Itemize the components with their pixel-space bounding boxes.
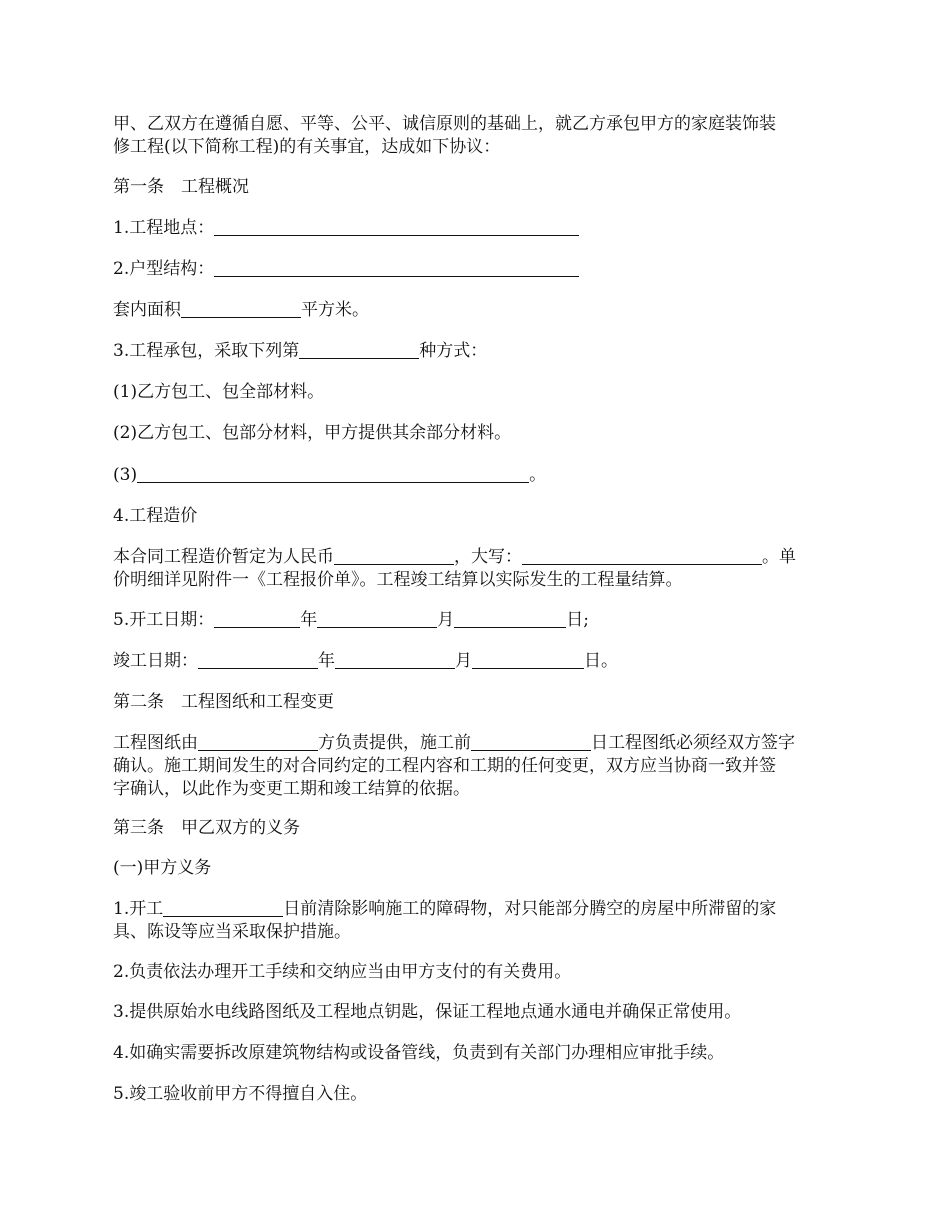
area-blank xyxy=(181,299,301,318)
start-day-label: 日; xyxy=(566,610,589,630)
price-words-blank xyxy=(522,546,762,565)
layout-line xyxy=(113,258,838,281)
option-3-suffix: 。 xyxy=(529,465,547,485)
start-date-label: 5.开工日期： xyxy=(113,610,215,630)
layout-label: 2.户型结构： xyxy=(113,259,215,279)
drawings-days-blank xyxy=(471,732,591,751)
duty-1-prefix: 1.开工 xyxy=(113,899,164,919)
duty-1-suffix: 日前清除影响施工的障碍物，对只能部分腾空的房屋中所滞留的家 xyxy=(283,899,777,919)
duty-1-line-2: 具、陈设等应当采取保护措施。 xyxy=(113,922,351,942)
finish-year-label: 年 xyxy=(318,651,335,671)
duty-4: 4.如确实需要拆改原建筑物结构或设备管线，负责到有关部门办理相应审批手续。 xyxy=(113,1043,725,1063)
contract-mode-blank xyxy=(299,340,419,359)
article-1-heading: 第一条 工程概况 xyxy=(113,177,249,197)
price-prefix: 本合同工程造价暂定为人民币 xyxy=(113,547,334,567)
duty-1-paragraph xyxy=(113,898,838,944)
finish-month-label: 月 xyxy=(455,651,472,671)
drawings-line-2: 确认。施工期间发生的对合同约定的工程内容和工期的任何变更，双方应当协商一致并签 xyxy=(113,756,776,776)
price-mid: ，大写： xyxy=(454,547,522,567)
price-suffix: 。单 xyxy=(762,547,796,567)
option-2: (2)乙方包工、包部分材料，甲方提供其余部分材料。 xyxy=(113,423,512,443)
drawings-suffix: 日工程图纸必须经双方签字 xyxy=(591,733,795,753)
contract-mode-line xyxy=(113,340,838,363)
contract-mode-suffix: 种方式： xyxy=(419,341,488,361)
finish-day-label: 日。 xyxy=(584,651,618,671)
contract-mode-prefix: 3.工程承包，采取下列第 xyxy=(113,341,300,361)
drawings-mid: 方负责提供，施工前 xyxy=(318,733,471,753)
price-heading: 4.工程造价 xyxy=(113,506,198,526)
start-year-label: 年 xyxy=(300,610,318,630)
start-year-blank xyxy=(214,609,300,628)
location-blank xyxy=(214,217,579,236)
area-line xyxy=(113,299,838,322)
duty-2: 2.负责依法办理开工手续和交纳应当由甲方支付的有关费用。 xyxy=(113,962,572,982)
option-1: (1)乙方包工、包全部材料。 xyxy=(113,382,325,402)
location-label: 1.工程地点： xyxy=(113,218,215,238)
finish-date-label: 竣工日期： xyxy=(113,651,198,671)
price-paragraph xyxy=(113,546,838,592)
option-3-blank xyxy=(137,464,529,483)
layout-blank xyxy=(214,258,579,277)
option-3-line xyxy=(113,464,838,487)
party-a-duties-heading: (一)甲方义务 xyxy=(113,858,212,878)
duty-1-days-blank xyxy=(163,898,283,917)
finish-day-blank xyxy=(472,650,584,669)
intro-line-2: 修工程(以下简称工程)的有关事宜，达成如下协议： xyxy=(113,137,501,157)
start-date-line xyxy=(113,609,838,632)
price-line-2: 价明细详见附件一《工程报价单》。工程竣工结算以实际发生的工程量结算。 xyxy=(113,570,683,590)
drawings-prefix: 工程图纸由 xyxy=(113,733,198,753)
drawings-line-3: 字确认，以此作为变更工期和竣工结算的依据。 xyxy=(113,779,470,799)
option-3-prefix: (3) xyxy=(113,465,138,485)
duty-1-line-1 xyxy=(113,899,776,919)
duty-3: 3.提供原始水电线路图纸及工程地点钥匙，保证工程地点通水通电并确保正常使用。 xyxy=(113,1002,742,1022)
finish-month-blank xyxy=(335,650,455,669)
article-2-heading: 第二条 工程图纸和工程变更 xyxy=(113,692,334,712)
intro-line-1: 甲、乙双方在遵循自愿、平等、公平、诚信原则的基础上，就乙方承包甲方的家庭装饰装 xyxy=(113,114,776,134)
start-month-blank xyxy=(317,609,437,628)
drawings-party-blank xyxy=(198,732,318,751)
price-line-1 xyxy=(113,547,796,567)
drawings-line-1 xyxy=(113,733,795,753)
area-label: 套内面积 xyxy=(113,300,181,320)
location-line xyxy=(113,217,838,240)
start-day-blank xyxy=(454,609,566,628)
intro-paragraph xyxy=(113,113,838,159)
article-3-heading: 第三条 甲乙双方的义务 xyxy=(113,818,300,838)
finish-year-blank xyxy=(198,650,318,669)
area-unit: 平方米。 xyxy=(301,300,369,320)
price-amount-blank xyxy=(334,546,454,565)
drawings-paragraph xyxy=(113,732,838,801)
finish-date-line xyxy=(113,650,838,673)
start-month-label: 月 xyxy=(437,610,455,630)
duty-5: 5.竣工验收前甲方不得擅自入住。 xyxy=(113,1084,368,1104)
